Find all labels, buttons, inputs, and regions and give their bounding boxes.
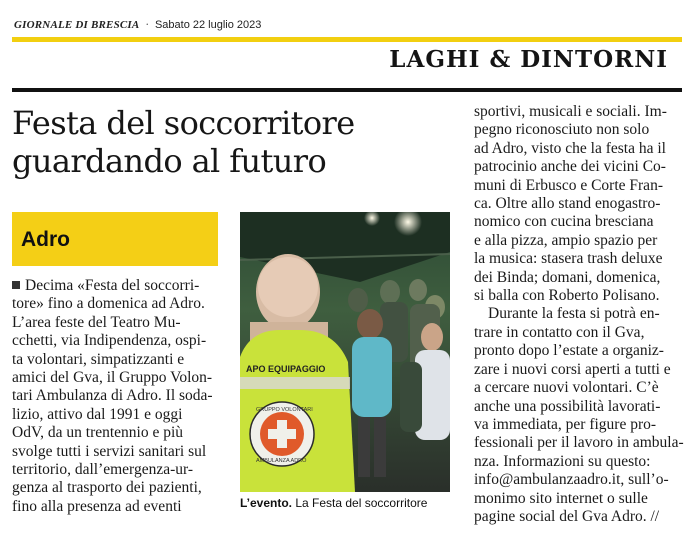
column-2-line: va immediata, per figure pro- [474,415,657,433]
column-2-line: sportivi, musicali e sociali. Im- [474,103,667,120]
column-2-line: anche una possibilità lavorati- [474,397,661,415]
caption-text: La Festa del soccorritore [295,496,428,510]
column-1-line: fino alla presenza ad eventi [12,497,182,515]
column-1-line: cchetti, via Indipendenza, ospi- [12,332,207,350]
column-2-line: nomico con cucina bresciana [474,213,654,231]
column-2-line: trare in contatto con il Gva, [474,323,645,341]
column-1-line: genza al trasporto dei pazienti, [12,479,202,497]
column-1-line: L’area feste del Teatro Mu- [12,313,181,331]
column-2-line: a cercare nuovi volontari. C’è [474,379,659,397]
column-1-line: territorio, dall’emergenza-ur- [12,461,194,479]
column-2-line: zare i nuovi corsi aperti a tutti e [474,360,671,378]
event-photo-illustration [240,212,450,492]
issue-date: Sabato 22 luglio 2023 [154,19,262,31]
column-2-line: patrocinio anche dei vicini Co- [474,158,666,176]
headline-line-2: guardando al futuro [12,142,327,180]
yellow-rule [12,37,682,42]
column-2-line: pronto dopo l’estate a organiz- [474,342,664,360]
location-tag: Adro [21,228,70,251]
section-title: LAGHI & DINTORNI [389,46,668,73]
column-1-line: tore» fino a domenica ad Adro. [12,295,205,313]
column-1-line: tari Ambulanza di Adro. Il soda- [12,387,213,405]
newspaper-brand: GIORNALE DI BRESCIA [14,19,140,31]
emblem-text-top: GRUPPO VOLONTARI [256,407,313,413]
vest-label: APO EQUIPAGGIO [246,364,326,374]
masthead [14,18,261,31]
column-2-line: e alla pizza, ampio spazio per [474,231,658,249]
emblem-text-bottom: AMBULANZA ADRO [256,458,307,464]
bullet-icon [12,281,20,289]
article-headline [12,104,452,180]
email-link[interactable]: info@ambulanzaadro.it, sull’o- [474,471,669,489]
column-2-line: pegno riconosciuto non solo [474,121,650,139]
masthead-separator: · [145,18,149,31]
column-1-line: svolge tutti i servizi sanitari sul [12,442,207,460]
article-column-2 [474,103,687,526]
article-column-1 [12,277,222,516]
column-2-line: fessionali per il lavoro in ambula- [474,434,684,452]
section-rule [12,88,682,92]
headline-line-1: Festa del soccorritore [12,104,355,142]
column-2-line: ca. Oltre allo stand enogastro- [474,195,661,213]
event-photo [240,212,450,492]
column-2-line: si balla con Roberto Polisano. [474,287,660,305]
column-2-line: pagine social del Gva Adro. // [474,507,660,525]
column-2-line: Durante la festa si potrà en- [488,305,660,323]
column-1-line: Decima «Festa del soccorri- [12,277,222,295]
column-1-line: amici del Gva, il Gruppo Volon- [12,369,213,387]
caption-lead: L’evento. [240,496,293,510]
column-1-line: lizio, attivo dal 1991 e oggi [12,405,183,423]
column-2-line: nza. Informazioni su questo: [474,452,651,470]
column-2-line: ad Adro, visto che la festa ha il [474,139,666,157]
column-2-line: monimo sito internet o sulle [474,489,648,507]
column-2-line: la musica: stasera trash deluxe [474,250,663,268]
column-2-line: dei Binda; domani, domenica, [474,268,661,286]
column-2-line: muni di Erbusco e Corte Fran- [474,176,663,194]
column-1-line: ta volontari, simpatizzanti e [12,350,185,368]
photo-caption [240,496,455,510]
column-1-line: OdV, da un trentennio e più [12,424,184,442]
